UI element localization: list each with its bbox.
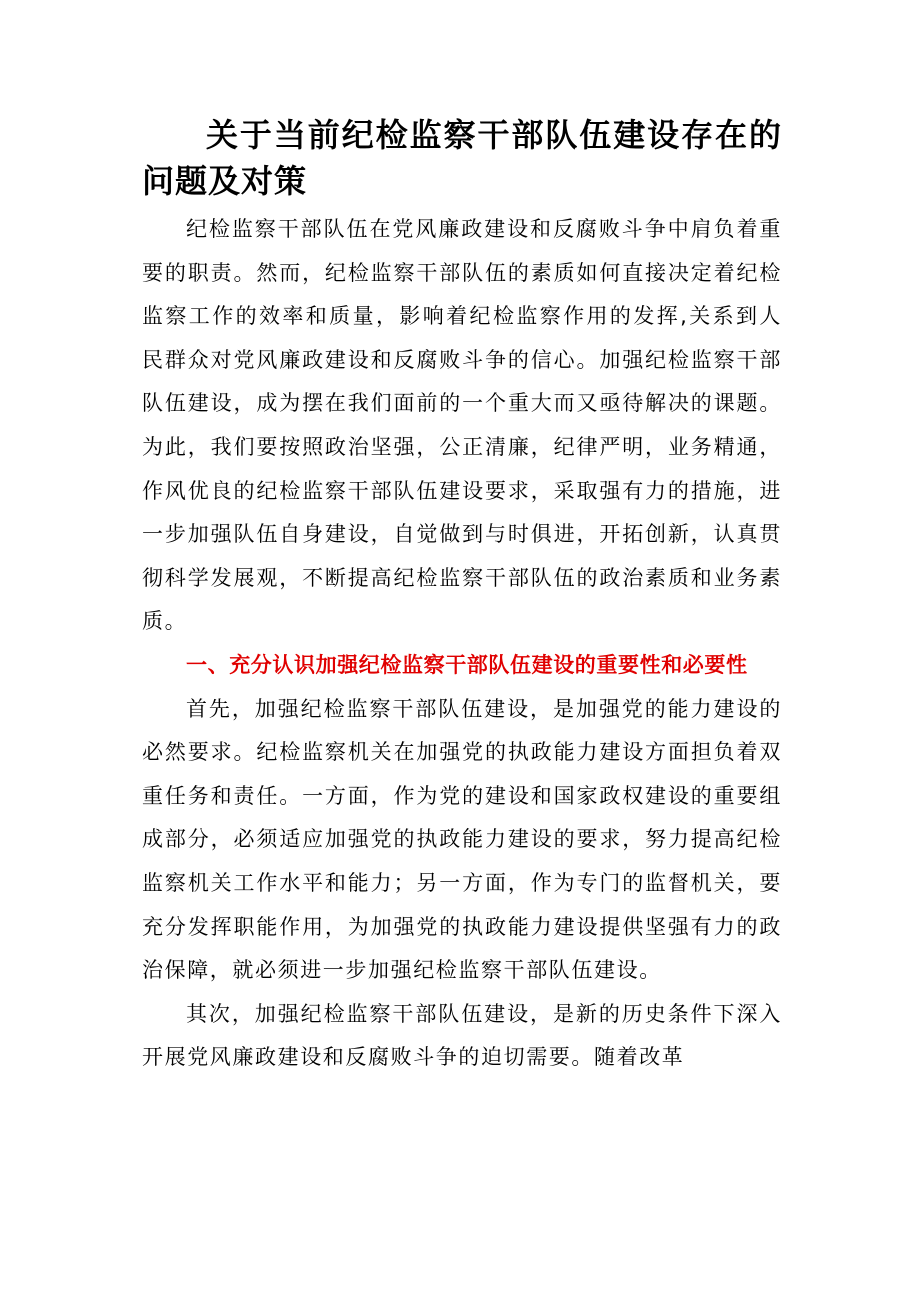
section-heading-1: 一、充分认识加强纪检监察干部队伍建设的重要性和必要性 (186, 652, 748, 677)
section-1-paragraph-1: 首先，加强纪检监察干部队伍建设，是加强党的能力建设的必然要求。纪检监察机关在加强党的执政能力建设方面担负着双重任务和责任。一方面，作为党的建设和国家政权建设的重要组成部分，必须适应加强党的执政能力建设的要求，努力提高纪检监察机关工作水平和能力；另一方面，作为专门的监督机关，要充分发挥职能作用，为加强党的执政能力建设提供坚强有力的政治保障，就必须进一步加强纪检监察干部队伍建设。 (142, 696, 782, 983)
intro-paragraph: 纪检监察干部队伍在党风廉政建设和反腐败斗争中肩负着重要的职责。然而，纪检监察干部队伍的素质如何直接决定着纪检监察工作的效率和质量，影响着纪检监察作用的发挥,关系到人民群众对党风廉政建设和反腐败斗争的信心。加强纪检监察干部队伍建设，成为摆在我们面前的一个重大而又亟待解决的课题。为此，我们要按照政治坚强，公正清廉，纪律严明，业务精通，作风优良的纪检监察干部队伍建设要求，采取强有力的措施，进一步加强队伍自身建设，自觉做到与时俱进，开拓创新，认真贯彻科学发展观，不断提高纪检监察干部队伍的政治素质和业务素质。 (142, 217, 782, 634)
document-page (142, 112, 782, 1080)
document-title: 关于当前纪检监察干部队伍建设存在的问题及对策 (142, 116, 782, 200)
section-1-paragraph-2: 其次，加强纪检监察干部队伍建设，是新的历史条件下深入开展党风廉政建设和反腐败斗争的迫切需要。随着改革 (142, 1001, 782, 1070)
